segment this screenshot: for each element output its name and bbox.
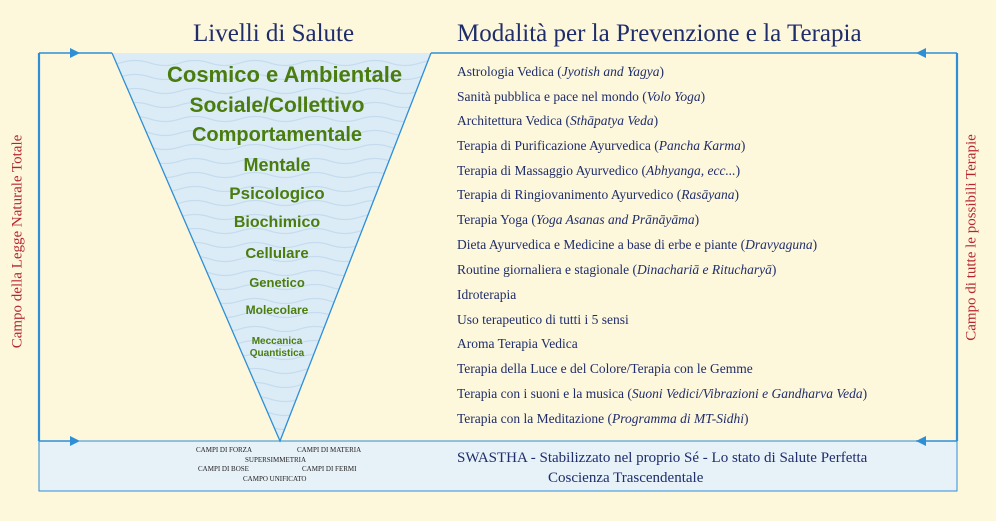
- modality-item: Architettura Vedica (Sthāpatya Veda): [457, 113, 659, 128]
- level-genetico: Genetico: [249, 275, 305, 290]
- modality-item: Terapia di Purificazione Ayurvedica (Pancha Karma): [457, 138, 746, 153]
- modality-item: Sanità pubblica e pace nel mondo (Volo Yoga): [457, 89, 706, 104]
- field-materia: CAMPI DI MATERIA: [297, 446, 362, 454]
- level-cellulare: Cellulare: [245, 245, 309, 262]
- level-sociale: Sociale/Collettivo: [189, 94, 365, 117]
- modality-item: Uso terapeutico di tutti i 5 sensi: [457, 312, 629, 327]
- level-psicologico: Psicologico: [229, 184, 325, 203]
- field-fermi: CAMPI DI FERMI: [302, 465, 357, 473]
- arrow-top-right: [916, 48, 926, 58]
- level-biochimico: Biochimico: [233, 214, 321, 231]
- modality-item: Dieta Ayurvedica e Medicine a base di erbe e piante (Dravyaguna): [457, 237, 818, 252]
- transcendental-consciousness: Coscienza Trascendentale: [548, 470, 704, 486]
- modalities-header: Modalità per la Prevenzione e la Terapia: [457, 20, 862, 47]
- arrow-top-left: [70, 48, 80, 58]
- level-quantistica: Quantistica: [249, 348, 305, 359]
- modality-item: Terapia di Ringiovanimento Ayurvedico (Rasāyana): [457, 187, 740, 202]
- unified-field-band: [39, 441, 957, 491]
- level-comportamentale: Comportamentale: [191, 124, 363, 146]
- levels-header: Livelli di Salute: [193, 20, 355, 47]
- right-side-label: Campo di tutte le possibili Terapie: [963, 134, 980, 341]
- modality-item: Astrologia Vedica (Jyotish and Yagya): [457, 64, 664, 79]
- field-unificato: CAMPO UNIFICATO: [243, 475, 307, 483]
- level-meccanica: Meccanica: [251, 336, 303, 347]
- swastha-line: SWASTHA - Stabilizzato nel proprio Sé - Lo stato di Salute Perfetta: [457, 450, 868, 466]
- modality-item: Idroterapia: [457, 287, 517, 302]
- modality-item: Routine giornaliera e stagionale (Dinachariā e Ritucharyā): [457, 262, 777, 277]
- level-molecolare: Molecolare: [245, 303, 309, 317]
- modality-item: Aroma Terapia Vedica: [457, 336, 578, 351]
- field-forza: CAMPI DI FORZA: [196, 446, 253, 454]
- modality-item: Terapia con i suoni e la musica (Suoni Vedici/Vibrazioni e Gandharva Veda): [457, 386, 868, 401]
- level-cosmico: Cosmico e Ambientale: [167, 62, 403, 87]
- field-supersimmetria: SUPERSIMMETRIA: [245, 456, 307, 464]
- field-bose: CAMPI DI BOSE: [198, 465, 249, 473]
- left-side-label: Campo della Legge Naturale Totale: [9, 134, 26, 349]
- modality-item: Terapia di Massaggio Ayurvedico (Abhyanga, ecc...): [457, 163, 741, 178]
- modality-item: Terapia della Luce e del Colore/Terapia con le Gemme: [457, 361, 753, 376]
- level-mentale: Mentale: [243, 155, 311, 175]
- modality-item: Terapia con la Meditazione (Programma di MT-Sidhi): [457, 411, 749, 426]
- modality-item: Terapia Yoga (Yoga Asanas and Prānāyāma): [457, 212, 700, 227]
